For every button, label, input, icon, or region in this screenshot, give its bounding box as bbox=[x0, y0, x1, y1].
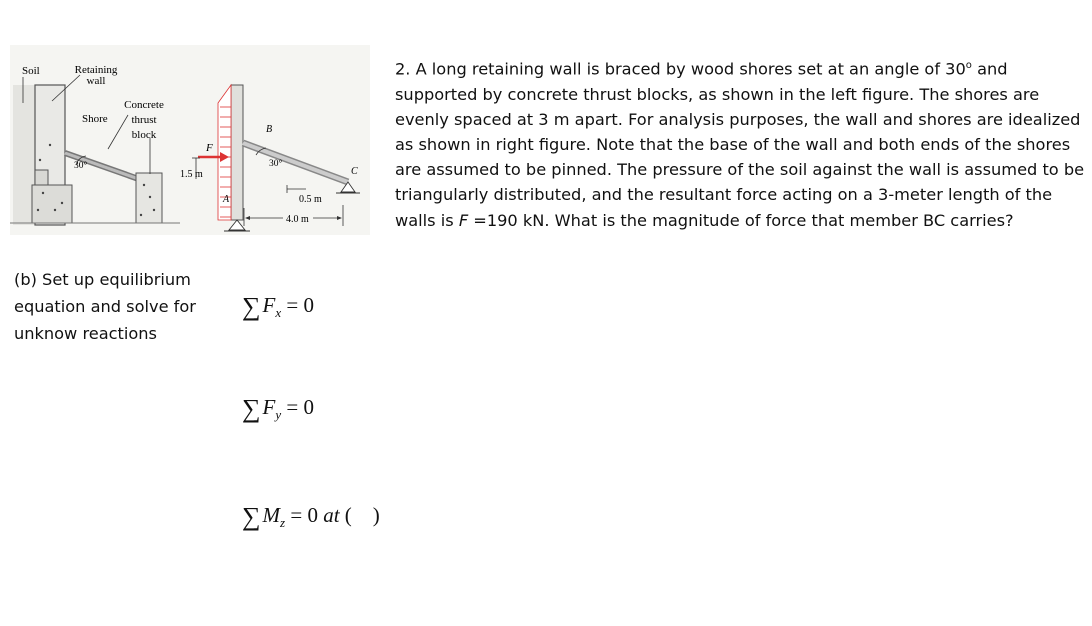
eq-var: M bbox=[262, 503, 281, 527]
thrust-block bbox=[136, 173, 162, 223]
problem-text-2: and supported by concrete thrust blocks, as shown in the left figure. The shores are evenly spaced at 3 m apart. For analysis purposes, the wall and shores are idealized as shown in right figure. Note that the base of the wall and both ends of the shores are assumed to be pinned. The pressure of the soil against the wall is assumed to be triangularly distributed, and the resultant force acting on a 3-meter length of the walls is bbox=[395, 59, 1085, 230]
equation-sum-fx bbox=[242, 292, 314, 322]
label-angle-right: 30° bbox=[269, 159, 283, 169]
eq-var: F bbox=[262, 395, 276, 419]
label-angle-left: 30° bbox=[74, 161, 88, 171]
eq-var: F bbox=[262, 293, 276, 317]
label-dim-offset: 0.5 m bbox=[299, 194, 322, 205]
problem-statement bbox=[395, 53, 1090, 233]
sigma-symbol: ∑ bbox=[242, 394, 261, 423]
eq-rhs: = 0 bbox=[281, 395, 314, 419]
retaining-wall-figure bbox=[10, 45, 370, 235]
eq-rhs: = 0 bbox=[285, 503, 324, 527]
force-symbol: F bbox=[458, 210, 469, 230]
label-point-b: B bbox=[266, 124, 273, 135]
eq-sub: x bbox=[275, 305, 282, 320]
problem-text-3: =190 kN. What is the magnitude of force that member BC carries? bbox=[468, 210, 1014, 230]
label-force-f: F bbox=[206, 142, 213, 154]
wall-member bbox=[231, 85, 243, 220]
wall-footing bbox=[32, 185, 72, 223]
sigma-symbol: ∑ bbox=[242, 292, 261, 321]
part-b-instruction: (b) Set up equilibrium equation and solve for unknow reactions bbox=[14, 270, 196, 343]
eq-sub: z bbox=[280, 515, 286, 530]
eq-paren: ( ) bbox=[339, 503, 380, 527]
equation-sum-fy bbox=[242, 394, 314, 424]
eq-sub: y bbox=[275, 407, 282, 422]
sigma-symbol: ∑ bbox=[242, 502, 261, 531]
equation-sum-mz bbox=[242, 502, 380, 532]
problem-text-1: 2. A long retaining wall is braced by wood shores set at an angle of 30 bbox=[395, 59, 966, 79]
eq-rhs: = 0 bbox=[281, 293, 314, 317]
label-point-c: C bbox=[351, 166, 358, 177]
degree-sign: o bbox=[965, 60, 972, 71]
label-shore: Shore bbox=[82, 113, 108, 125]
label-dim-height: 1.5 m bbox=[180, 169, 203, 180]
label-soil: Soil bbox=[22, 65, 40, 77]
eq-at: at bbox=[323, 503, 340, 527]
label-retaining-wall: Retaining wall bbox=[74, 64, 118, 87]
label-concrete-thrust-block: Concrete thrust block bbox=[124, 99, 164, 141]
label-point-a: A bbox=[223, 194, 230, 205]
label-dim-span: 4.0 m bbox=[286, 214, 309, 225]
